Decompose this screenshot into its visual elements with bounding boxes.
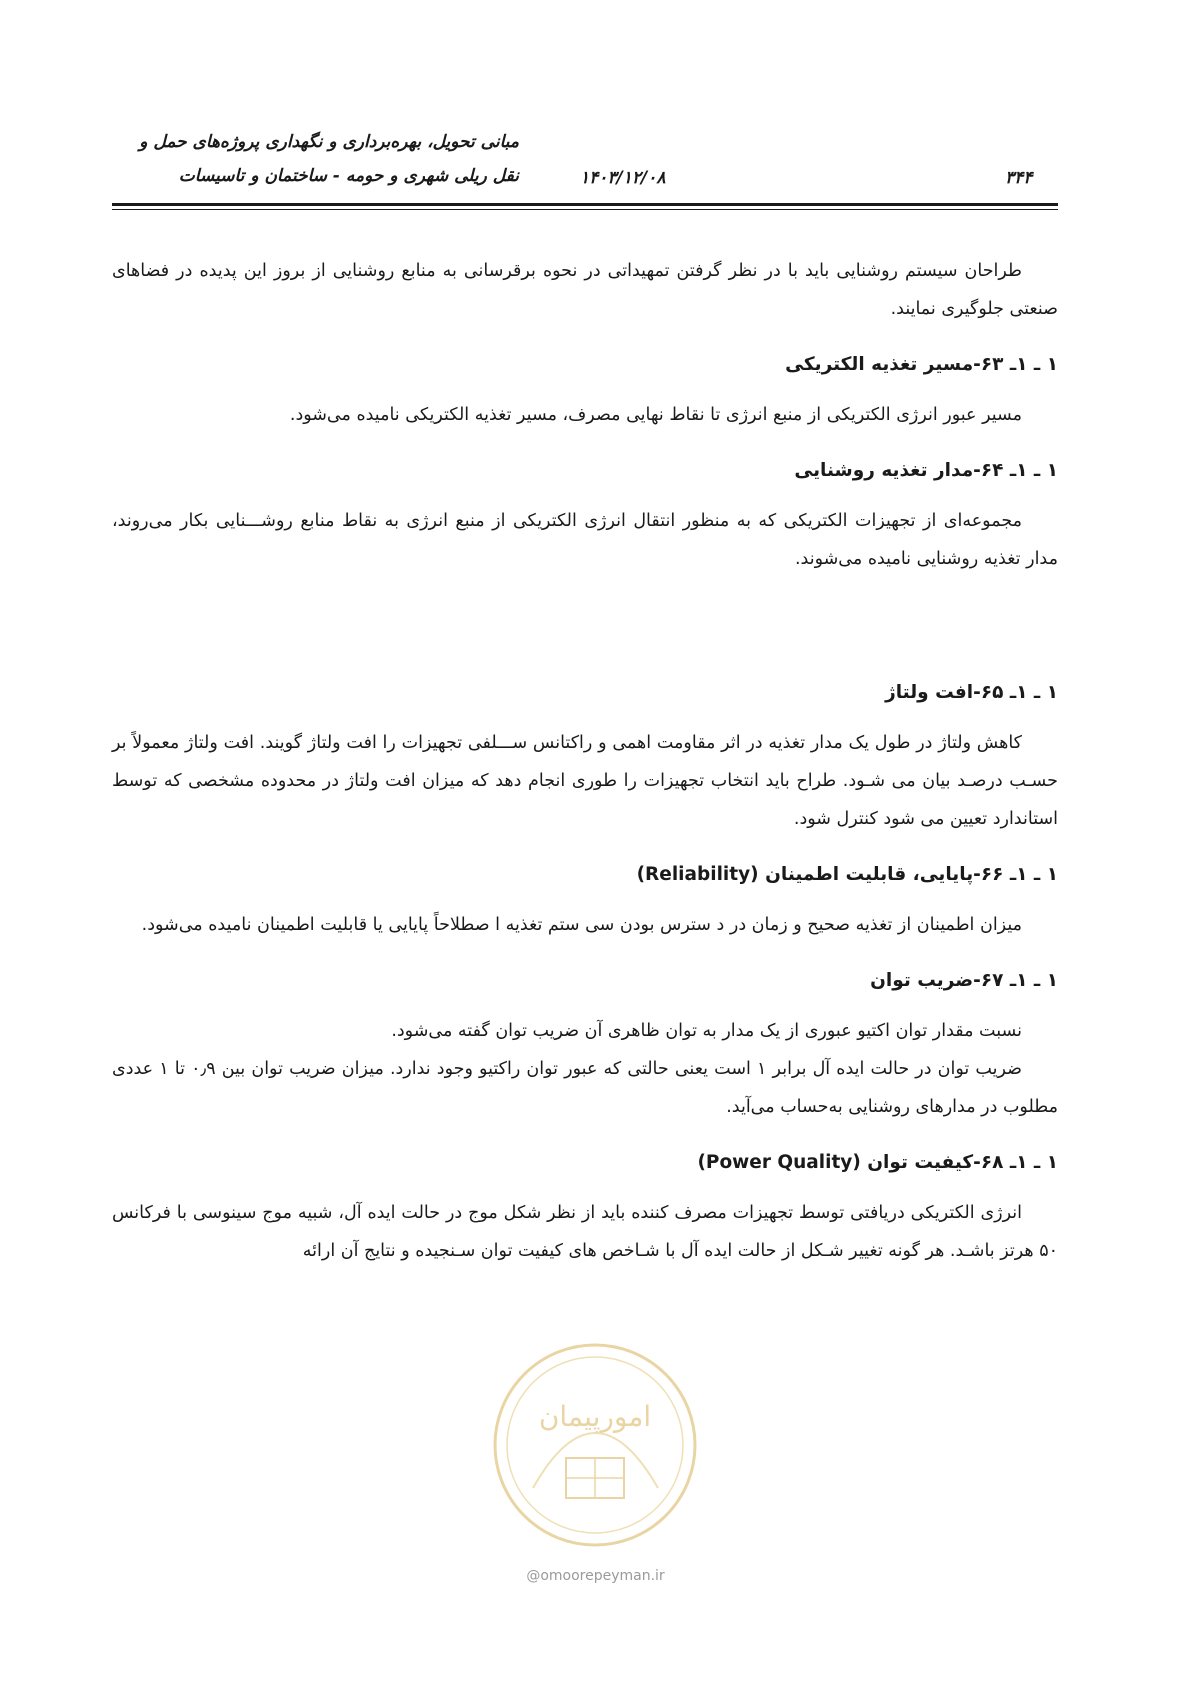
section-heading-66-en: (Reliability) <box>636 864 759 885</box>
section-heading-68-en: (Power Quality) <box>697 1152 861 1173</box>
watermark-url: @omoorepeyman.ir <box>526 1568 665 1584</box>
section-heading-66-text: ۱ ـ ۱ـ ۶۶-پایایی، قابلیت اطمینان <box>765 864 1058 885</box>
page-number: ۳۴۴ <box>1005 168 1033 188</box>
section-paragraph-63: مسیر عبور انرژی الکتریکی از منبع انرژی تا نقاط نهایی مصرف، مسیر تغذیه الکتریکی نامیده می‌شود. <box>289 405 1022 425</box>
intro-paragraph: طراحان سیستم روشنایی باید با در نظر گرفتن تمهیداتی در نحوه برقرسانی به منابع روشنایی از بروز این پدیده در فضاهای صنعتی جلوگیری نمایند. <box>112 261 1058 319</box>
header-title-line2: نقل ریلی شهری و حومه - ساختمان و تاسیسات <box>178 166 519 186</box>
watermark-logo-text: امورپیمان <box>538 1400 652 1433</box>
section-paragraph-67b: ضریب توان در حالت ایده آل برابر ۱ است یعنی حالتی که عبور توان راکتیو وجود ندارد. میزان ضریب توان بین ۰٫۹ تا ۱ عددی مطلوب در مدارهای روشنایی به‌حساب می‌آید. <box>112 1059 1058 1117</box>
header-rule-thick <box>112 203 1058 206</box>
header-rule-thin <box>112 209 1058 210</box>
section-paragraph-65: کاهش ولتاژ در طول یک مدار تغذیه در اثر مقاومت اهمی و راکتانس ســـلفی تجهیزات را افت ولتاژ گویند. افت ولتاژ معمولاً بر حسـب درصـد بیان می شـود. طراح باید انتخاب تجهیزات را طوری انجام دهد که میزان افت ولتاژ در محدوده مشخصی که توسط استاندارد تعیین می شود کنترل شود. <box>112 733 1058 829</box>
section-heading-67: ۱ ـ ۱ـ ۶۷-ضریب توان <box>870 970 1058 991</box>
watermark-logo <box>488 1338 703 1553</box>
section-heading-68-text: ۱ ـ ۱ـ ۶۸-کیفیت توان <box>867 1152 1058 1173</box>
section-paragraph-68: انرژی الکتریکی دریافتی توسط تجهیزات مصرف کننده باید از نظر شکل موج در حالت ایده آل، شبیه موج سینوسی با فرکانس ۵۰ هرتز باشـد. هر گونه تغییر شـکل از حالت ایده آل با شـاخص های کیفیت توان سـنجیده و نتایج آن ارائه <box>112 1203 1058 1261</box>
section-heading-66 <box>112 856 1058 894</box>
section-heading-68 <box>112 1144 1058 1182</box>
header-date: ۱۴۰۳/۱۲/۰۸ <box>580 168 666 188</box>
section-paragraph-67a: نسبت مقدار توان اکتیو عبوری از یک مدار به توان ظاهری آن ضریب توان گفته می‌شود. <box>391 1021 1022 1041</box>
section-heading-64: ۱ ـ ۱ـ ۶۴-مدار تغذیه روشنایی <box>794 460 1058 481</box>
page-header <box>0 0 1191 230</box>
section-paragraph-64: مجموعه‌ای از تجهیزات الکتریکی که به منظور انتقال انرژی الکتریکی از منبع انرژی به نقاط منابع روشـــنایی بکار می‌روند، مدار تغذیه روشنایی نامیده می‌شوند. <box>112 511 1058 569</box>
section-paragraph-66: میزان اطمینان از تغذیه صحیح و زمان در د سترس بودن سی ستم تغذیه ا صطلاحاً پایایی یا قابلیت اطمینان نامیده می‌شود. <box>141 915 1022 935</box>
header-title-line1: مبانی تحویل، بهره‌برداری و نگهداری پروژه‌های حمل و <box>139 132 519 152</box>
section-heading-65: ۱ ـ ۱ـ ۶۵-افت ولتاژ <box>885 682 1058 703</box>
page-body <box>112 252 1058 1270</box>
section-heading-63: ۱ ـ ۱ـ ۶۳-مسیر تغذیه الکتریکی <box>785 354 1058 375</box>
